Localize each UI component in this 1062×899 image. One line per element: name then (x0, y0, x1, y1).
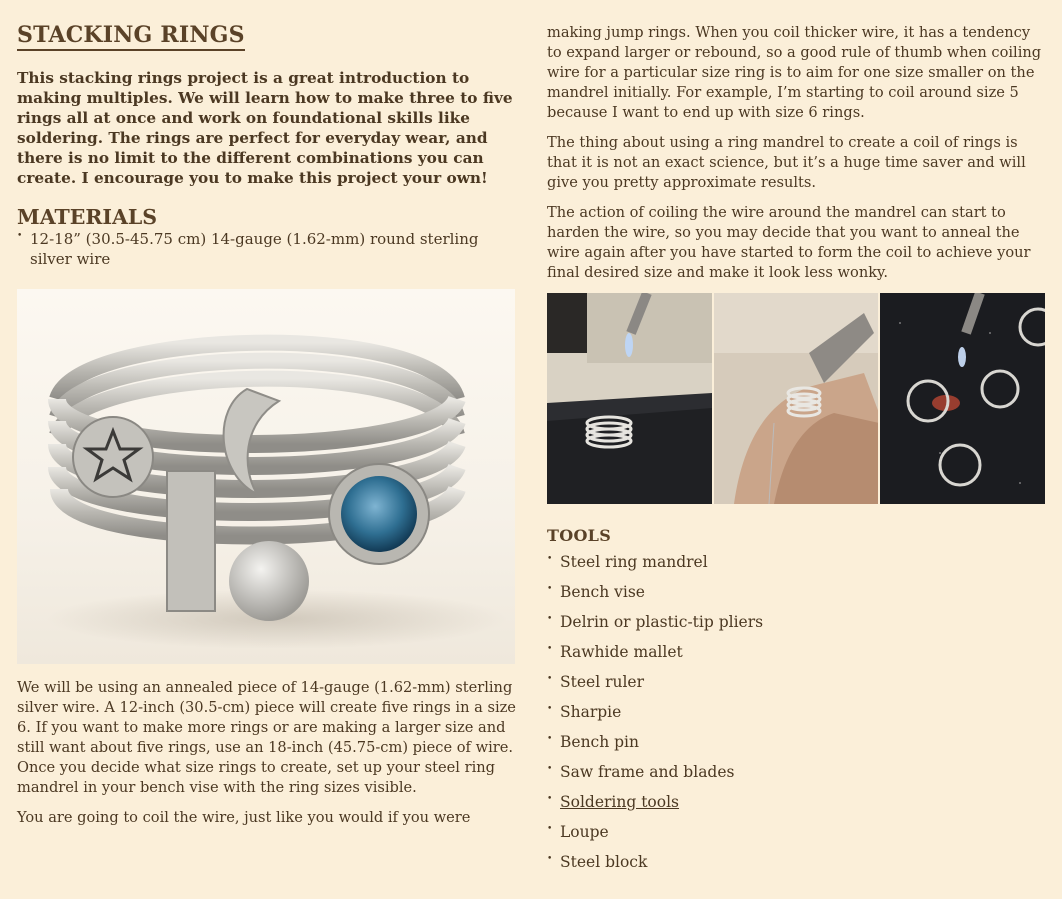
tools-list (547, 552, 1047, 872)
tool-label: Steel ruler (560, 673, 645, 691)
tool-label: Steel block (560, 853, 648, 871)
bullet-icon: • (547, 584, 553, 594)
body-paragraph: The action of coiling the wire around the mandrel can start to harden the wire, so you may decide that you want to anneal the wire again after you have started to form the coil to achieve your final desired size and make it look less wonky. (547, 204, 1031, 281)
tool-label: Bench pin (560, 733, 639, 751)
bullet-icon: • (547, 764, 553, 774)
tools-list-item (547, 852, 1047, 872)
tool-label: Bench vise (560, 583, 645, 601)
bullet-icon: • (547, 734, 553, 744)
bullet-icon: • (547, 704, 553, 714)
materials-list-item (17, 229, 517, 269)
bullet-icon: • (547, 554, 553, 564)
intro-paragraph: This stacking rings project is a great introduction to making multiples. We will learn how to make three to five rings all at once and work on foundational skills like soldering. The rings are perfect for everyday wear, and there is no limit to the different combinations you can create. I encourage you to make this project your own! (17, 69, 513, 187)
body-paragraph: We will be using an annealed piece of 14-gauge (1.62-mm) sterling silver wire. A 12-inch (30.5-cm) piece will create five rings in a size 6. If you want to make more rings or are making a larger size and still want about five rings, use an 18-inch (45.75-cm) piece of wire. Once you decide what size rings to create, set up your steel ring mandrel in your bench vise with the ring sizes visible. (17, 679, 516, 796)
process-photo-strip (547, 293, 1045, 504)
tools-heading: TOOLS (547, 526, 612, 545)
pliers-coil-photo (714, 293, 879, 504)
right-column (547, 0, 1047, 882)
pliers-coil-illustration (714, 293, 879, 504)
torch-coil-illustration (547, 293, 712, 504)
left-column (17, 0, 517, 828)
bullet-icon: • (547, 644, 553, 654)
body-paragraph: You are going to coil the wire, just like you would if you were (17, 809, 471, 826)
torch-coil-photo (547, 293, 712, 504)
tools-list-item (547, 792, 1047, 812)
materials-heading: MATERIALS (17, 205, 158, 229)
tools-list-item (547, 732, 1047, 752)
tools-list-item (547, 552, 1047, 572)
body-paragraph: The thing about using a ring mandrel to create a coil of rings is that it is not an exact science, but it’s a huge time saver and will give you pretty approximate results. (547, 134, 1026, 191)
page-title: STACKING RINGS (17, 22, 245, 51)
soldering-tools-link[interactable]: Soldering tools (560, 793, 680, 811)
blue-topaz-gem (341, 476, 417, 552)
tool-label: Sharpie (560, 703, 622, 721)
bullet-icon: • (547, 794, 553, 804)
tools-list-item (547, 672, 1047, 692)
soldering-rings-illustration (880, 293, 1045, 504)
tools-list-item (547, 702, 1047, 722)
silver-ball-charm (229, 541, 309, 621)
tools-list-item (547, 582, 1047, 602)
tool-label: Saw frame and blades (560, 763, 735, 781)
tool-label: Rawhide mallet (560, 643, 683, 661)
tools-list-item (547, 642, 1047, 662)
materials-list (17, 229, 517, 269)
tool-label: Steel ring mandrel (560, 553, 708, 571)
bullet-icon: • (547, 674, 553, 684)
tools-list-item (547, 612, 1047, 632)
tools-list-item (547, 822, 1047, 842)
bullet-icon: • (547, 854, 553, 864)
tool-label: Delrin or plastic-tip pliers (560, 613, 764, 631)
soldering-rings-photo (880, 293, 1045, 504)
stacking-rings-photo (17, 289, 515, 664)
tool-label: Loupe (560, 823, 609, 841)
bullet-icon: • (547, 614, 553, 624)
tools-list-item (547, 762, 1047, 782)
bullet-icon: • (547, 824, 553, 834)
stacking-rings-illustration (17, 289, 515, 664)
materials-item-label: 12-18” (30.5-45.75 cm) 14-gauge (1.62-mm) round sterling silver wire (30, 230, 479, 268)
body-paragraph: making jump rings. When you coil thicker wire, it has a tendency to expand larger or rebound, so a good rule of thumb when coiling wire for a particular size ring is to aim for one size smaller on the mandrel initially. For example, I’m starting to coil around size 5 because I want to end up with size 6 rings. (547, 24, 1042, 121)
bar-charm (167, 471, 215, 611)
bullet-icon: • (17, 231, 23, 241)
